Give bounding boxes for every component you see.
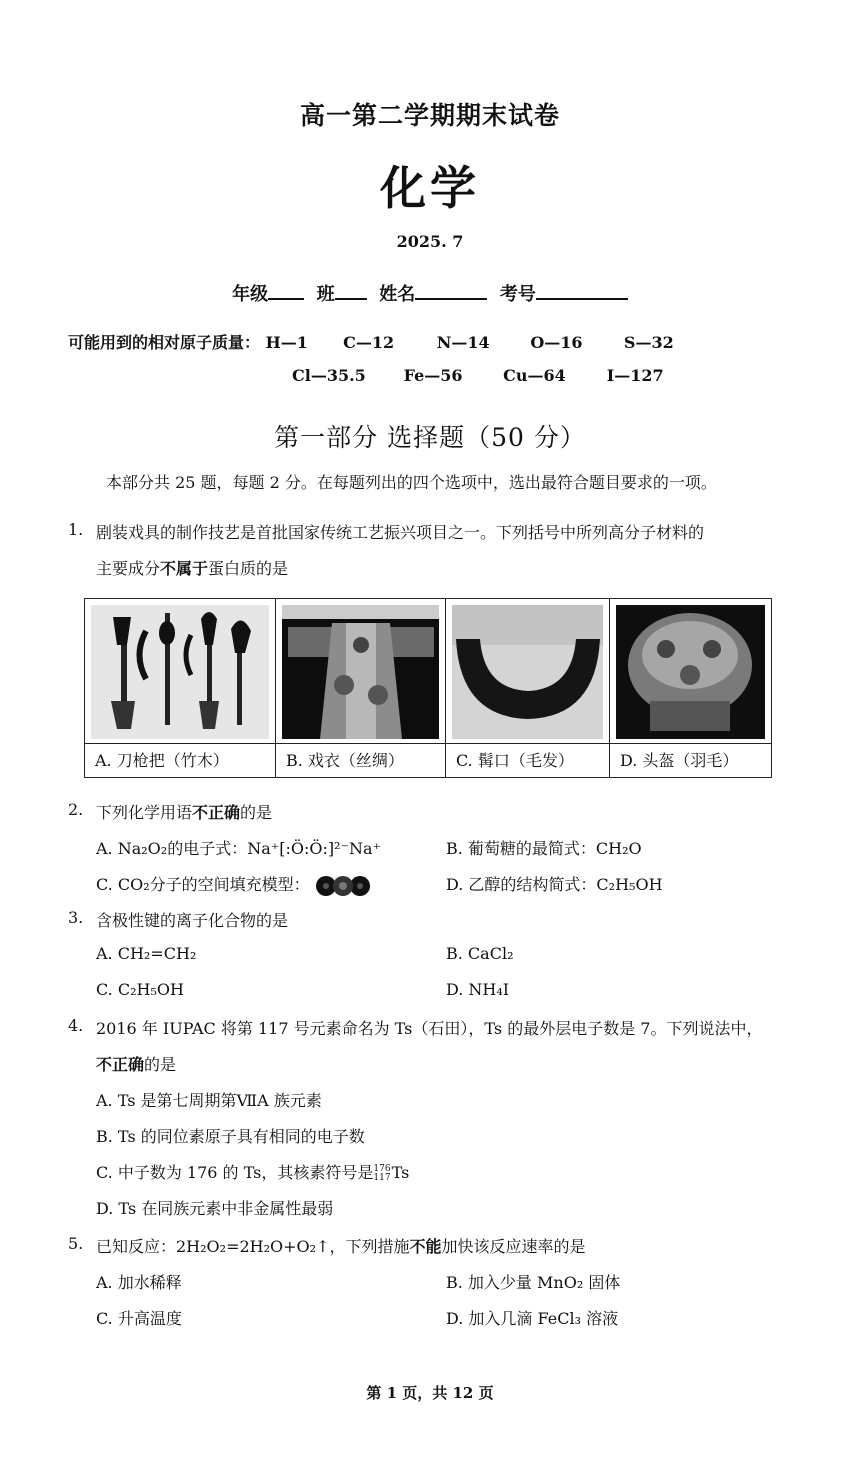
q4-option-d[interactable]: D. Ts 在同族元素中非金属性最弱 <box>96 1199 334 1218</box>
atomic-mass-item: Cl—35.5 <box>292 366 366 385</box>
helmet-image <box>616 605 765 739</box>
emphasis-text: 不正确 <box>96 1055 145 1074</box>
question-4-line-2 <box>96 1052 176 1075</box>
question-text: 主要成分 <box>96 559 161 578</box>
question-text: 的是 <box>240 803 273 822</box>
nuclide-numbers <box>373 1165 390 1183</box>
grade-label: 年级 <box>232 284 269 305</box>
atomic-mass-item: Cu—64 <box>503 366 566 385</box>
question-text <box>96 1234 586 1257</box>
question-number: 2. <box>68 800 84 819</box>
option-label: C. CO₂分子的空间填充模型： <box>96 875 310 894</box>
q1-image-table <box>84 598 772 778</box>
name-field[interactable] <box>415 280 487 300</box>
q5-option-a[interactable]: A. 加水稀释 <box>96 1273 182 1292</box>
q3-option-b[interactable]: B. CaCl₂ <box>446 944 514 963</box>
exam-title: 高一第二学期期末试卷 <box>299 101 560 130</box>
question-text: 已知反应：2H₂O₂=2H₂O+O₂↑，下列措施 <box>96 1237 410 1256</box>
question-text <box>96 800 272 823</box>
image-cell-a <box>85 599 276 777</box>
option-caption: D. 头盔（羽毛） <box>610 743 771 777</box>
atomic-number: 117 <box>373 1172 391 1183</box>
id-field[interactable] <box>536 280 628 300</box>
q2-option-a[interactable] <box>96 836 381 859</box>
emphasis-text: 不属于 <box>160 559 209 578</box>
question-number: 1. <box>68 520 84 539</box>
option-caption: A. 刀枪把（竹木） <box>85 743 275 777</box>
element-symbol: Ts <box>391 1163 410 1182</box>
atomic-mass-item: C—12 <box>343 333 395 352</box>
q4-option-b[interactable]: B. Ts 的同位素原子具有相同的电子数 <box>96 1127 365 1146</box>
q4-option-a[interactable]: A. Ts 是第七周期第ⅦA 族元素 <box>96 1091 322 1110</box>
atomic-mass-item: O—16 <box>530 333 583 352</box>
robe-image <box>282 605 439 739</box>
atomic-mass-item: H—1 <box>265 333 308 352</box>
question-1-line-2 <box>96 556 288 579</box>
page-footer: 第 1 页，共 12 页 <box>366 1384 494 1402</box>
electron-formula: Na⁺[:Ö:Ö:]²⁻Na⁺ <box>247 839 381 858</box>
q4-option-c[interactable] <box>96 1160 409 1183</box>
option-caption: C. 髯口（毛发） <box>446 743 609 777</box>
grade-field[interactable] <box>268 280 304 300</box>
emphasis-text: 不能 <box>409 1237 442 1256</box>
q3-option-d[interactable]: D. NH₄I <box>446 980 510 999</box>
weapons-image <box>91 605 269 739</box>
option-label: A. Na₂O₂的电子式： <box>96 839 248 858</box>
exam-date: 2025. 7 <box>396 232 464 251</box>
q5-option-c[interactable]: C. 升高温度 <box>96 1309 182 1328</box>
question-number: 3. <box>68 908 84 927</box>
question-text: 的是 <box>144 1055 177 1074</box>
q5-option-d[interactable]: D. 加入几滴 FeCl₃ 溶液 <box>446 1309 619 1328</box>
q3-option-a[interactable]: A. CH₂=CH₂ <box>96 944 197 963</box>
atomic-mass-item: N—14 <box>436 333 490 352</box>
atomic-mass-item: I—127 <box>606 366 664 385</box>
student-info-line <box>0 280 860 306</box>
question-text: 蛋白质的是 <box>208 559 289 578</box>
question-text: 下列化学用语 <box>96 803 193 822</box>
option-caption: B. 戏衣（丝绸） <box>276 743 445 777</box>
section-instructions: 本部分共 25 题，每题 2 分。在每题列出的四个选项中，选出最符合题目要求的一项。 <box>106 473 717 492</box>
question-text: 含极性键的离子化合物的是 <box>96 911 289 930</box>
q2-option-b[interactable]: B. 葡萄糖的最简式：CH₂O <box>446 839 642 858</box>
atomic-mass-label: 可能用到的相对原子质量： <box>68 333 261 352</box>
question-text: 剧装戏具的制作技艺是首批国家传统工艺振兴项目之一。下列括号中所列高分子材料的 <box>96 523 705 542</box>
co2-space-filling-model <box>315 875 371 897</box>
class-field[interactable] <box>335 280 367 300</box>
name-label: 姓名 <box>379 284 416 305</box>
emphasis-text: 不正确 <box>192 803 241 822</box>
question-number: 5. <box>68 1234 84 1253</box>
option-label: C. 中子数为 176 的 Ts，其核素符号是 <box>96 1163 374 1182</box>
q3-option-c[interactable]: C. C₂H₅OH <box>96 980 184 999</box>
question-text: 加快该反应速率的是 <box>441 1237 586 1256</box>
section-title: 第一部分 选择题（50 分） <box>274 423 586 452</box>
beard-image <box>452 605 603 739</box>
subject-title: 化学 <box>380 161 480 215</box>
image-cell-d <box>610 599 771 777</box>
atomic-mass-row-1 <box>68 330 674 353</box>
image-cell-c <box>446 599 610 777</box>
mass-number: 176 <box>373 1163 391 1174</box>
q2-option-d[interactable]: D. 乙醇的结构简式：C₂H₅OH <box>446 875 663 894</box>
q2-option-c[interactable] <box>96 872 371 897</box>
question-number: 4. <box>68 1016 84 1035</box>
image-cell-b <box>276 599 446 777</box>
class-label: 班 <box>316 284 335 305</box>
atomic-mass-item: S—32 <box>623 333 674 352</box>
id-label: 考号 <box>499 284 536 305</box>
q5-option-b[interactable]: B. 加入少量 MnO₂ 固体 <box>446 1273 621 1292</box>
question-text: 2016 年 IUPAC 将第 117 号元素命名为 Ts（石田），Ts 的最外层电子数是 7。下列说法中， <box>96 1019 763 1038</box>
atomic-mass-row-2 <box>292 366 664 385</box>
atomic-mass-item: Fe—56 <box>403 366 463 385</box>
